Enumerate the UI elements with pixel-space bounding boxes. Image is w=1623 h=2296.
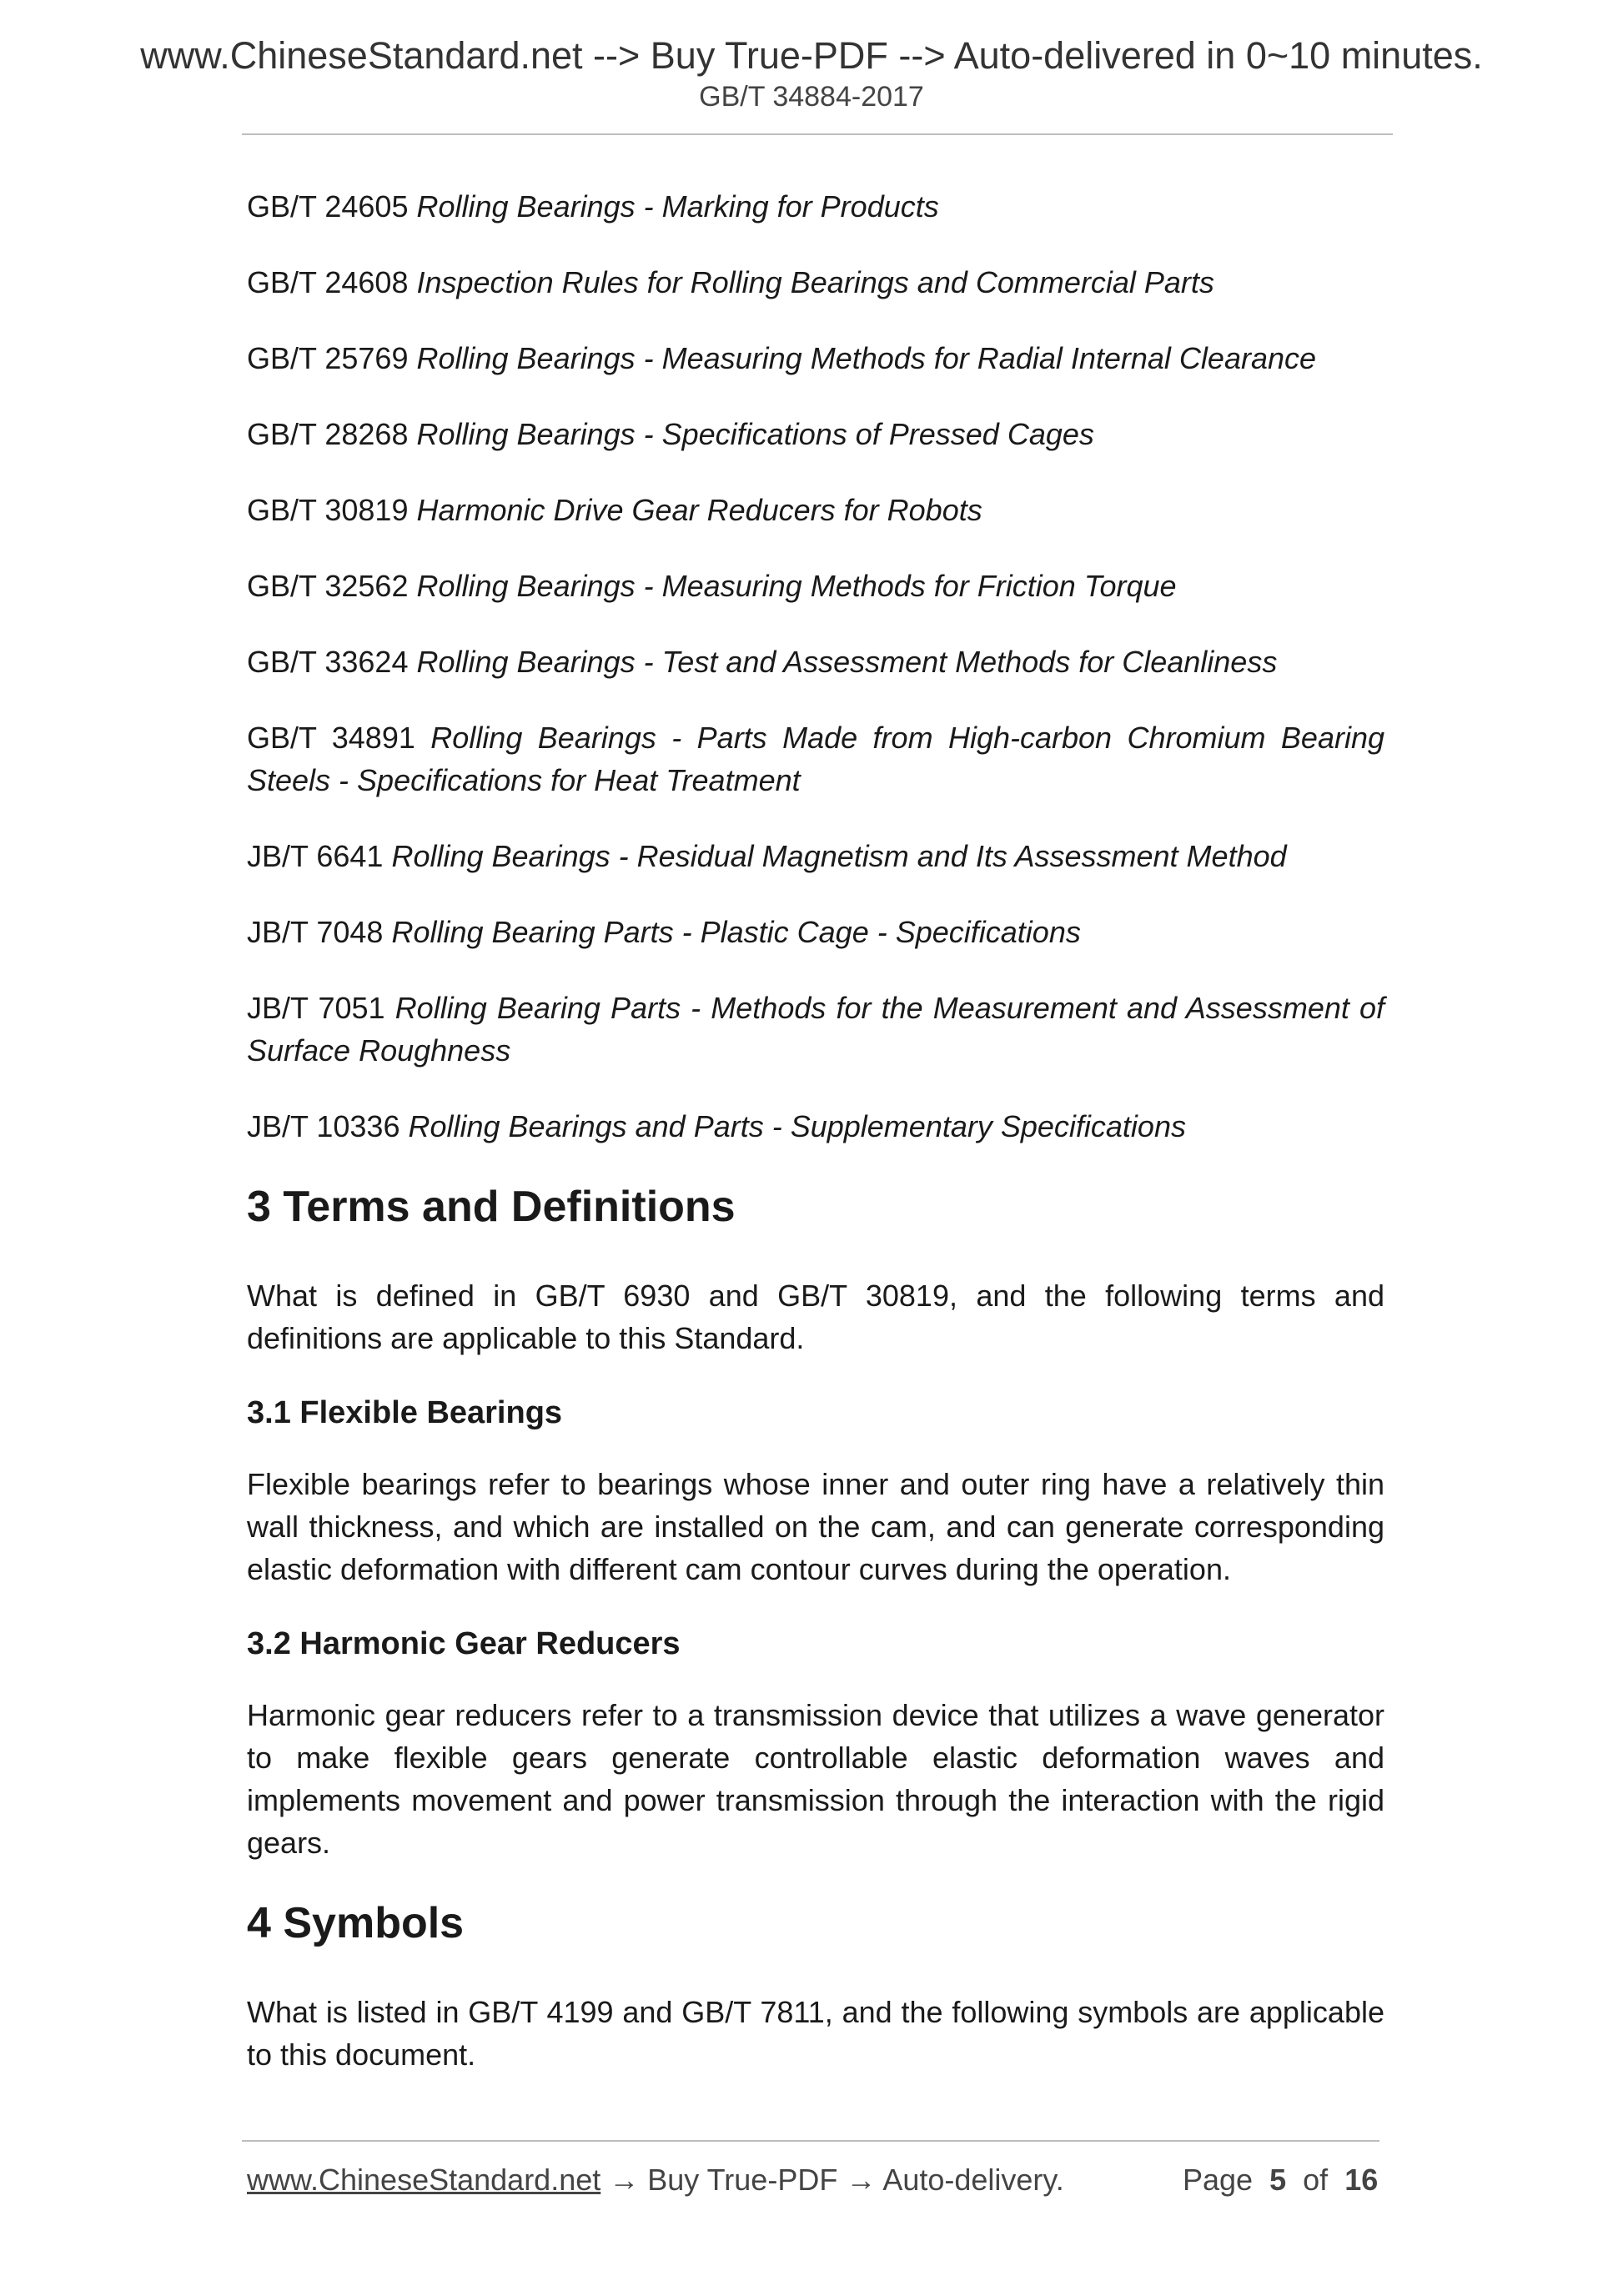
standard-code: GB/T 34884-2017: [699, 81, 924, 113]
footer-site-link[interactable]: www.ChineseStandard.net: [247, 2163, 601, 2197]
page-number: [1183, 2162, 1378, 2198]
reference-list: [247, 185, 1384, 1148]
header-banner: www.ChineseStandard.net --> Buy True-PDF --> Auto-delivered in 0~10 minutes.: [140, 34, 1483, 77]
reference-title: Rolling Bearings - Parts Made from High-carbon Chromium Bearing Steels - Specifications for Heat Treatment: [247, 721, 1384, 797]
page-total: 16: [1344, 2163, 1379, 2197]
section-heading-symbols: 4 Symbols: [247, 1899, 465, 1947]
reference-item: [247, 413, 1384, 455]
section-intro-terms: What is defined in GB/T 6930 and GB/T 30819, and the following terms and definitions are applicable to this Standard.: [247, 1279, 1384, 1355]
reference-item: [247, 716, 1384, 801]
page-of: of: [1303, 2163, 1329, 2197]
reference-item: [247, 1105, 1384, 1148]
reference-item: [247, 337, 1384, 379]
document-body: [247, 185, 1384, 2109]
reference-title: Rolling Bearing Parts - Methods for the Measurement and Assessment of Surface Roughness: [247, 991, 1384, 1068]
reference-code: GB/T 24608: [247, 265, 409, 299]
reference-item: [247, 641, 1384, 683]
reference-code: GB/T 25769: [247, 341, 409, 375]
section-intro-symbols: What is listed in GB/T 4199 and GB/T 7811, and the following symbols are applicable to this document.: [247, 1995, 1384, 2072]
reference-item: [247, 489, 1384, 531]
subsection-heading-harmonic-gear-reducers: 3.2 Harmonic Gear Reducers: [247, 1626, 681, 1661]
reference-item: [247, 565, 1384, 607]
header-divider: [242, 133, 1393, 135]
reference-item: [247, 911, 1384, 953]
section-heading-terms: 3 Terms and Definitions: [247, 1183, 736, 1231]
reference-code: JB/T 7048: [247, 915, 384, 949]
reference-title: Inspection Rules for Rolling Bearings and Commercial Parts: [416, 265, 1214, 299]
reference-code: GB/T 34891: [247, 721, 415, 755]
reference-item: [247, 835, 1384, 877]
reference-item: [247, 185, 1384, 228]
reference-title: Harmonic Drive Gear Reducers for Robots: [416, 493, 982, 527]
reference-title: Rolling Bearings - Measuring Methods for Friction Torque: [416, 569, 1177, 603]
reference-title: Rolling Bearings - Residual Magnetism and Its Assessment Method: [391, 839, 1287, 873]
reference-title: Rolling Bearings and Parts - Supplementary Specifications: [408, 1109, 1186, 1143]
definition-harmonic-gear-reducers: Harmonic gear reducers refer to a transmission device that utilizes a wave generator to make flexible gears generate controllable elastic deformation waves and implements movement and power transmission through the interaction with the rigid gears.: [247, 1698, 1384, 1860]
reference-code: JB/T 10336: [247, 1109, 400, 1143]
subsection-heading-flexible-bearings: 3.1 Flexible Bearings: [247, 1395, 563, 1430]
footer-promo: [247, 2162, 1064, 2198]
reference-item: [247, 987, 1384, 1072]
footer-divider: [242, 2140, 1379, 2142]
reference-code: GB/T 30819: [247, 493, 409, 527]
page-label: Page: [1183, 2163, 1254, 2197]
reference-code: GB/T 33624: [247, 645, 409, 679]
definition-flexible-bearings: Flexible bearings refer to bearings whose inner and outer ring have a relatively thin wall thickness, and which are installed on the cam, and can generate corresponding elastic deformation with different cam contour curves during the operation.: [247, 1467, 1384, 1586]
page-current: 5: [1269, 2163, 1287, 2197]
reference-title: Rolling Bearings - Measuring Methods for Radial Internal Clearance: [416, 341, 1317, 375]
reference-code: GB/T 24605: [247, 189, 409, 224]
reference-title: Rolling Bearings - Specifications of Pressed Cages: [416, 417, 1094, 451]
reference-title: Rolling Bearing Parts - Plastic Cage - Specifications: [391, 915, 1081, 949]
footer-promo-text: → Buy True-PDF → Auto-delivery.: [600, 2163, 1064, 2197]
reference-title: Rolling Bearings - Test and Assessment Methods for Cleanliness: [416, 645, 1278, 679]
reference-code: JB/T 6641: [247, 839, 384, 873]
reference-title: Rolling Bearings - Marking for Products: [416, 189, 939, 224]
reference-code: GB/T 32562: [247, 569, 409, 603]
reference-code: JB/T 7051: [247, 991, 385, 1025]
reference-code: GB/T 28268: [247, 417, 409, 451]
reference-item: [247, 261, 1384, 304]
